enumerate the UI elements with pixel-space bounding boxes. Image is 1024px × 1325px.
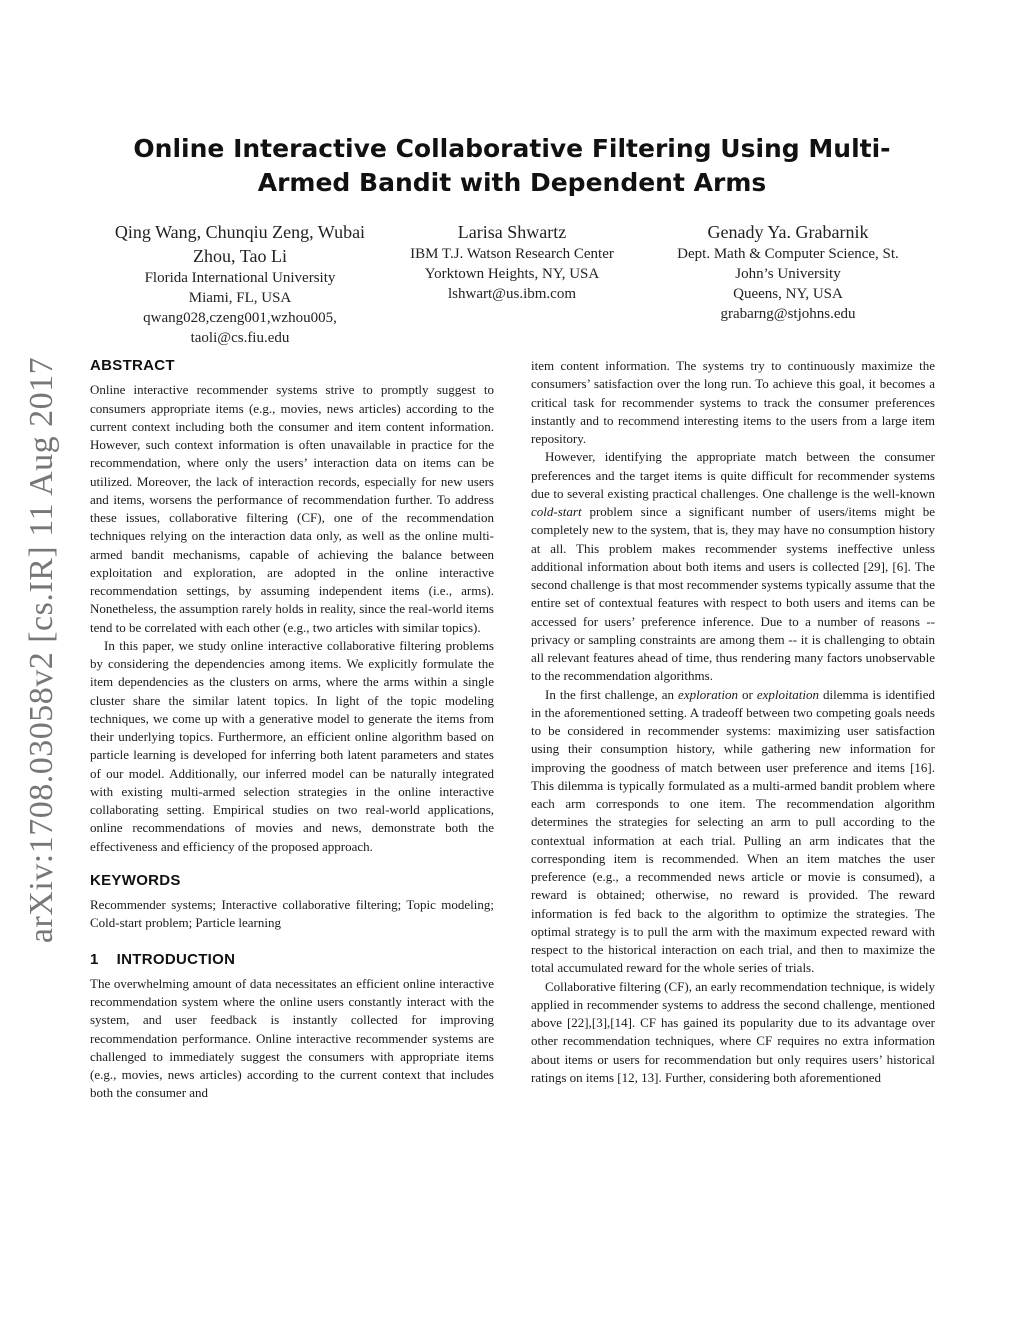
author-affiliation: Florida International University (144, 270, 336, 286)
abstract-paragraph: In this paper, we study online interactive collaborative filtering problems by considering the dependencies among items. We explicitly formulate the item dependencies as the clusters on arms, where the arms within a single cluster share the similar latent topics. In light of the topic modeling techniques, we come up with a generative model to generate the items from their underlying topics. Furthermore, an efficient online algorithm based on particle learning is developed for inferring both latent parameters and states of our model. Additionally, our inferred model can be naturally integrated with existing multi-armed selection strategies in the online interactive collaborating setting. Empirical studies on two real-world applications, online recommendations of movies and news, demonstrate both the effectiveness and efficiency of the proposed approach. (90, 637, 494, 854)
arxiv-identifier-stamp (22, 356, 62, 944)
intro-paragraph: Collaborative filtering (CF), an early recommendation technique, is widely applied in recommender systems to address the second challenge, mentioned above [22],[3],[14]. CF has gained its popularity due to its advantage over other recommendation techniques, where CF requires no extra information about items or users for recommendation but only requires users’ historical ratings on items [12, 13]. Further, considering both aforementioned (531, 978, 935, 1085)
author-block-2 (386, 220, 638, 304)
author-names: Larisa Shwartz (457, 222, 567, 242)
intro-paragraph (531, 448, 935, 685)
author-location: Miami, FL, USA (188, 290, 292, 306)
abstract-paragraph: Online interactive recommender systems strive to promptly suggest to consumers appropriate items (e.g., movies, news articles) according to the current context including both the consumer and item content information. However, such context information is often unavailable in practice for the recommendation, where only the users’ interaction data on items can be utilized. Moreover, the lack of interaction records, especially for new users and items, worsens the performance of recommendation further. To address these issues, collaborative filtering (CF), one of the recommendation techniques relying on the interaction data only, as well as the online multi-armed bandit mechanisms, capable of achieving the balance between exploitation and exploration, are adopted in the online interactive recommendation settings, by assuming independent items (i.e., arms). Nonetheless, the assumption rarely holds in reality, since the real-world items tend to be correlated with each other (e.g., two articles with similar topics). (90, 382, 494, 635)
text-run: However, identifying the appropriate match between the consumer preferences and the target items is quite difficult for recommender systems due to several existing practical challenges. One challenge is the well-known (531, 449, 935, 501)
author-affiliation: IBM T.J. Watson Research Center (410, 246, 614, 262)
text-run: dilemma is identified in the aforementioned setting. A tradeoff between two competing goals needs to be considered in recommender systems: maximizing user satisfaction using their consumption history, while gathering new information for improving the goodness of match between user preference and items [16]. This dilemma is typically formulated as a multi-armed bandit problem where each arm corresponds to one item. The recommendation algorithm determines the strategies for selecting an arm to pull according to the contextual information at each trial. Pulling an arm indicates that the corresponding item is recommended. When an item matches the user preference (e.g., a recommended news article or movie is consumed), a reward is obtained; otherwise, no reward is provided. The reward information is fed back to the algorithm to optimize the strategies. The optimal strategy is to pull the arm with the maximum expected reward with respect to the historical interaction on each trial, and then to maximize the total accumulated reward for the whole series of trials. (531, 686, 935, 976)
author-block-1 (110, 220, 370, 348)
introduction-heading (90, 951, 494, 969)
author-location: Yorktown Heights, NY, USA (424, 266, 600, 282)
text-run: problem since a significant number of users/items might be completely new to the system, that is, they may have no consumption history at all. This problem makes recommender systems ineffective unless additional information about both items and users is collected [29], [6]. The second challenge is that most recommender systems typically assume that the entire set of contextual features with respect to both users and items can be accessed for users’ preference inference. Due to a number of reasons -- privacy or sampling constraints are among them -- it is challenging to obtain all relevant features ahead of time, thus rendering many factors unobservable to the recommendation algorithms. (531, 504, 935, 684)
author-location: Queens, NY, USA (733, 286, 843, 302)
emphasis-text: exploitation (756, 686, 819, 702)
abstract-heading: ABSTRACT (90, 357, 175, 374)
text-run: In the first challenge, an (545, 686, 679, 702)
author-email: grabarng@stjohns.edu (720, 306, 856, 322)
intro-paragraph-continued: item content information. The systems try to continuously maximize the consumers’ satisfaction over the long run. To achieve this goal, it becomes a critical task for recommender systems to track the consumer preferences instantly and to recommend interesting items to the users from a large item repository. (531, 358, 935, 446)
emphasis-text: exploration (678, 686, 738, 702)
right-column (531, 357, 935, 1087)
keywords-heading: KEYWORDS (90, 871, 181, 889)
section-title: INTRODUCTION (116, 950, 236, 968)
author-affiliation: Dept. Math & Computer Science, St. John’s University (677, 246, 899, 282)
emphasis-text: cold-start (531, 504, 582, 519)
section-number: 1 (90, 950, 99, 968)
intro-paragraph (531, 686, 935, 978)
author-names: Qing Wang, Chunqiu Zeng, Wubai Zhou, Tao Li (114, 222, 366, 266)
intro-paragraph: The overwhelming amount of data necessitates an efficient online interactive recommendation system where the online users constantly interact with the system, and user feedback is instantly collected for improving recommendation performance. Online interactive recommender systems are challenged to immediately suggest the consumers with appropriate items (e.g., movies, news articles) according to the current context that includes both the consumer and (90, 975, 494, 1101)
author-names: Genady Ya. Grabarnik (707, 222, 869, 242)
left-column (90, 357, 494, 1103)
paper-title: Online Interactive Collaborative Filtering Using Multi-Armed Bandit with Dependent Arms (133, 134, 891, 197)
author-block-3 (660, 220, 916, 324)
author-email: lshwart@us.ibm.com (448, 286, 576, 302)
keywords-text: Recommender systems; Interactive collaborative filtering; Topic modeling; Cold-start problem; Particle learning (90, 897, 494, 931)
author-email: qwang028,czeng001,wzhou005, taoli@cs.fiu.edu (143, 310, 337, 346)
arxiv-identifier-text: arXiv:1708.03058v2 [cs.IR] 11 Aug 2017 (23, 356, 60, 944)
text-run: or (737, 686, 757, 702)
